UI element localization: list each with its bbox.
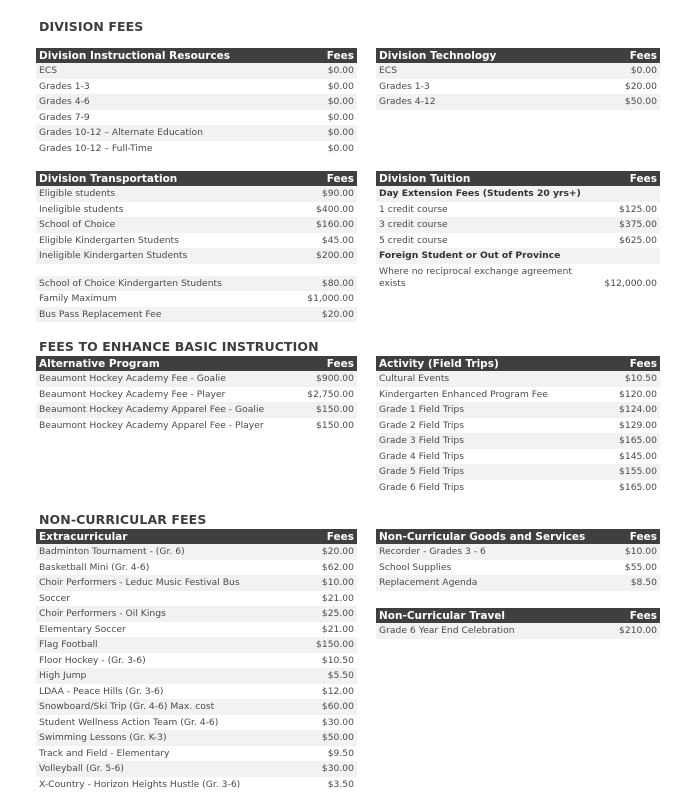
table-row <box>36 746 357 762</box>
table-row <box>36 544 357 560</box>
row-label: Beaumont Hockey Academy Fee - Player <box>39 388 226 400</box>
extracurricular-table <box>36 529 357 792</box>
table-row <box>376 186 660 202</box>
row-fee: $80.00 <box>321 277 354 289</box>
row-label: Grade 6 Field Trips <box>379 481 465 493</box>
row-fee: $55.00 <box>624 561 657 573</box>
row-label: School of Choice Kindergarten Students <box>39 277 222 289</box>
table-row <box>376 402 660 418</box>
row-label: Choir Performers - Oil Kings <box>39 608 166 620</box>
tuition-table <box>376 171 660 292</box>
table-row <box>376 233 660 249</box>
row-fee: $10.50 <box>624 373 657 385</box>
alternative-table <box>36 356 357 433</box>
row-label: Grade 1 Field Trips <box>379 404 465 416</box>
row-label: Badminton Tournament - (Gr. 6) <box>39 546 185 558</box>
row-fee: $129.00 <box>619 419 657 431</box>
goods-table <box>376 529 660 591</box>
table-row <box>376 433 660 449</box>
row-label: School Supplies <box>379 561 452 573</box>
row-label: Grade 5 Field Trips <box>379 466 465 478</box>
row-label: Where no reciprocal exchange agreement exists <box>379 265 572 289</box>
table-row <box>36 94 357 110</box>
row-fee: $12.00 <box>321 685 354 697</box>
table-row <box>36 575 357 591</box>
table-row <box>376 575 660 591</box>
row-label: Floor Hockey - (Gr. 3-6) <box>39 654 146 666</box>
section-title-enhance: FEES TO ENHANCE BASIC INSTRUCTION <box>39 339 319 354</box>
fees-header: Fees <box>326 49 354 62</box>
table-row <box>36 622 357 638</box>
table-row <box>36 248 357 264</box>
row-label: Grades 4-12 <box>379 96 436 108</box>
row-label: Recorder - Grades 3 - 6 <box>379 546 486 558</box>
table-row <box>376 464 660 480</box>
table-row <box>36 653 357 669</box>
row-fee: $20.00 <box>624 80 657 92</box>
row-label: School of Choice <box>39 219 116 231</box>
row-label: Grades 1-3 <box>379 80 430 92</box>
fees-header: Fees <box>326 172 354 185</box>
row-fee: $145.00 <box>619 450 657 462</box>
table-title: Activity (Field Trips) <box>379 357 499 370</box>
row-label: LDAA - Peace Hills (Gr. 3-6) <box>39 685 164 697</box>
section-title-noncurricular: NON-CURRICULAR FEES <box>39 512 207 527</box>
row-label: Eligible Kindergarten Students <box>39 234 179 246</box>
table-row <box>36 202 357 218</box>
row-label: Grade 3 Field Trips <box>379 435 465 447</box>
table-row <box>36 291 357 307</box>
row-fee: $2,750.00 <box>307 388 354 400</box>
row-label: Student Wellness Action Team (Gr. 4-6) <box>39 716 219 728</box>
row-fee: $30.00 <box>321 716 354 728</box>
table-row <box>376 264 660 292</box>
fees-header: Fees <box>629 172 657 185</box>
table-row <box>36 307 357 323</box>
row-fee: $10.50 <box>321 654 354 666</box>
row-fee: $160.00 <box>316 219 354 231</box>
row-label: Ineligible Kindergarten Students <box>39 250 188 262</box>
row-label: Volleyball (Gr. 5-6) <box>39 763 124 775</box>
table-header <box>36 48 357 63</box>
row-fee: $20.00 <box>321 546 354 558</box>
table-row <box>376 79 660 95</box>
row-label: Grades 10-12 – Full-Time <box>39 142 153 154</box>
transportation-table <box>36 171 357 322</box>
table-row <box>376 560 660 576</box>
table-row <box>376 480 660 496</box>
row-fee: $150.00 <box>316 419 354 431</box>
row-fee: $120.00 <box>619 388 657 400</box>
table-row <box>36 699 357 715</box>
table-title: Division Tuition <box>379 172 471 185</box>
row-label: Elementary Soccer <box>39 623 126 635</box>
table-row <box>36 777 357 793</box>
row-fee: $50.00 <box>624 96 657 108</box>
fees-header: Fees <box>326 530 354 543</box>
row-fee: $3.50 <box>327 778 354 790</box>
table-row <box>36 63 357 79</box>
row-fee: $30.00 <box>321 763 354 775</box>
row-fee: $12,000.00 <box>604 277 657 289</box>
table-row <box>376 63 660 79</box>
row-label: ECS <box>39 65 58 77</box>
row-fee: $62.00 <box>321 561 354 573</box>
table-header <box>36 356 357 371</box>
activity-table <box>376 356 660 495</box>
table-row <box>36 110 357 126</box>
table-row <box>376 371 660 387</box>
row-label: Track and Field - Elementary <box>39 747 170 759</box>
table-row <box>36 264 357 276</box>
table-header <box>376 356 660 371</box>
row-fee: $210.00 <box>619 625 657 637</box>
fees-header: Fees <box>629 49 657 62</box>
row-fee: $45.00 <box>321 234 354 246</box>
table-header <box>376 48 660 63</box>
row-fee: $25.00 <box>321 608 354 620</box>
row-label: 3 credit course <box>379 219 448 231</box>
row-fee: $200.00 <box>316 250 354 262</box>
row-fee: $21.00 <box>321 592 354 604</box>
row-fee: $150.00 <box>316 404 354 416</box>
row-fee: $124.00 <box>619 404 657 416</box>
table-title: Division Transportation <box>39 172 178 185</box>
row-label: 1 credit course <box>379 203 448 215</box>
row-fee: $5.50 <box>327 670 354 682</box>
row-fee: $60.00 <box>321 701 354 713</box>
table-row <box>376 387 660 403</box>
table-row <box>36 684 357 700</box>
table-row <box>36 761 357 777</box>
row-fee: $165.00 <box>619 481 657 493</box>
row-fee: $0.00 <box>327 65 354 77</box>
section-title-division-fees: DIVISION FEES <box>39 19 144 34</box>
table-row <box>36 591 357 607</box>
row-label: Grades 1-3 <box>39 80 90 92</box>
table-row <box>36 186 357 202</box>
table-row <box>376 94 660 110</box>
table-header <box>376 171 660 186</box>
row-fee: $150.00 <box>316 639 354 651</box>
fees-header: Fees <box>326 357 354 370</box>
table-row <box>376 202 660 218</box>
row-fee: $0.00 <box>327 80 354 92</box>
row-fee: $625.00 <box>619 234 657 246</box>
row-fee: $400.00 <box>316 203 354 215</box>
row-label: 5 credit course <box>379 234 448 246</box>
row-label: Flag Football <box>39 639 98 651</box>
row-label: Soccer <box>39 592 70 604</box>
table-row <box>36 730 357 746</box>
table-row <box>36 217 357 233</box>
table-row <box>376 217 660 233</box>
row-fee: $900.00 <box>316 373 354 385</box>
row-label: Grades 10-12 – Alternate Education <box>39 127 203 139</box>
table-row <box>36 141 357 157</box>
row-label: Family Maximum <box>39 293 117 305</box>
row-fee: $1,000.00 <box>307 293 354 305</box>
row-fee: $21.00 <box>321 623 354 635</box>
row-label: X-Country - Horizon Heights Hustle (Gr. 3-6) <box>39 778 241 790</box>
row-fee: $10.00 <box>624 546 657 558</box>
row-fee: $20.00 <box>321 308 354 320</box>
table-row <box>36 715 357 731</box>
table-header <box>36 529 357 544</box>
table-row <box>36 637 357 653</box>
row-fee: $90.00 <box>321 188 354 200</box>
row-label: Cultural Events <box>379 373 450 385</box>
row-fee: $50.00 <box>321 732 354 744</box>
table-row <box>36 371 357 387</box>
table-header <box>376 529 660 544</box>
row-label: ECS <box>379 65 398 77</box>
fees-header: Fees <box>629 357 657 370</box>
row-label: Snowboard/Ski Trip (Gr. 4-6) Max. cost <box>39 701 215 713</box>
row-label: Swimming Lessons (Gr. K-3) <box>39 732 167 744</box>
table-row <box>36 125 357 141</box>
row-fee: $375.00 <box>619 219 657 231</box>
table-title: Extracurricular <box>39 530 128 543</box>
row-label: High Jump <box>39 670 87 682</box>
table-title: Division Instructional Resources <box>39 49 231 62</box>
row-label: Grade 4 Field Trips <box>379 450 465 462</box>
row-label: Basketball Mini (Gr. 4-6) <box>39 561 150 573</box>
row-label: Choir Performers - Leduc Music Festival Bus <box>39 577 240 589</box>
table-row <box>36 418 357 434</box>
fees-header: Fees <box>629 530 657 543</box>
table-header <box>36 171 357 186</box>
fees-header: Fees <box>629 609 657 622</box>
table-header <box>376 608 660 623</box>
table-row <box>36 402 357 418</box>
table-title: Division Technology <box>379 49 497 62</box>
table-row <box>376 623 660 639</box>
table-title: Non-Curricular Travel <box>379 609 506 622</box>
table-row <box>376 248 660 264</box>
subheading: Foreign Student or Out of Province <box>379 250 561 262</box>
subheading: Day Extension Fees (Students 20 yrs+) <box>379 188 581 200</box>
table-row <box>36 606 357 622</box>
row-fee: $155.00 <box>619 466 657 478</box>
row-fee: $0.00 <box>327 142 354 154</box>
row-label: Kindergarten Enhanced Program Fee <box>379 388 548 400</box>
table-row <box>36 79 357 95</box>
row-label: Bus Pass Replacement Fee <box>39 308 162 320</box>
row-fee: $0.00 <box>630 65 657 77</box>
table-row <box>36 387 357 403</box>
row-fee: $165.00 <box>619 435 657 447</box>
travel-table <box>376 608 660 639</box>
row-fee: $10.00 <box>321 577 354 589</box>
row-fee: $0.00 <box>327 127 354 139</box>
row-label: Beaumont Hockey Academy Apparel Fee - Goalie <box>39 404 265 416</box>
row-label: Replacement Agenda <box>379 577 478 589</box>
row-label: Grade 2 Field Trips <box>379 419 465 431</box>
row-label: Grades 4-6 <box>39 96 90 108</box>
row-fee: $125.00 <box>619 203 657 215</box>
table-row <box>376 544 660 560</box>
table-row <box>36 668 357 684</box>
table-row <box>36 560 357 576</box>
table-row <box>36 276 357 292</box>
row-label: Grade 6 Year End Celebration <box>379 625 515 637</box>
table-row <box>376 449 660 465</box>
row-label: Grades 7-9 <box>39 111 90 123</box>
row-label: Ineligible students <box>39 203 124 215</box>
row-fee: $0.00 <box>327 111 354 123</box>
row-label: Eligible students <box>39 188 116 200</box>
row-fee: $8.50 <box>630 577 657 589</box>
table-row <box>36 233 357 249</box>
row-fee: $9.50 <box>327 747 354 759</box>
table-row <box>376 418 660 434</box>
instructional-table <box>36 48 357 156</box>
row-fee: $0.00 <box>327 96 354 108</box>
row-label: Beaumont Hockey Academy Apparel Fee - Player <box>39 419 264 431</box>
technology-table <box>376 48 660 110</box>
table-title: Non-Curricular Goods and Services <box>379 530 586 543</box>
table-title: Alternative Program <box>39 357 160 370</box>
row-label: Beaumont Hockey Academy Fee - Goalie <box>39 373 226 385</box>
